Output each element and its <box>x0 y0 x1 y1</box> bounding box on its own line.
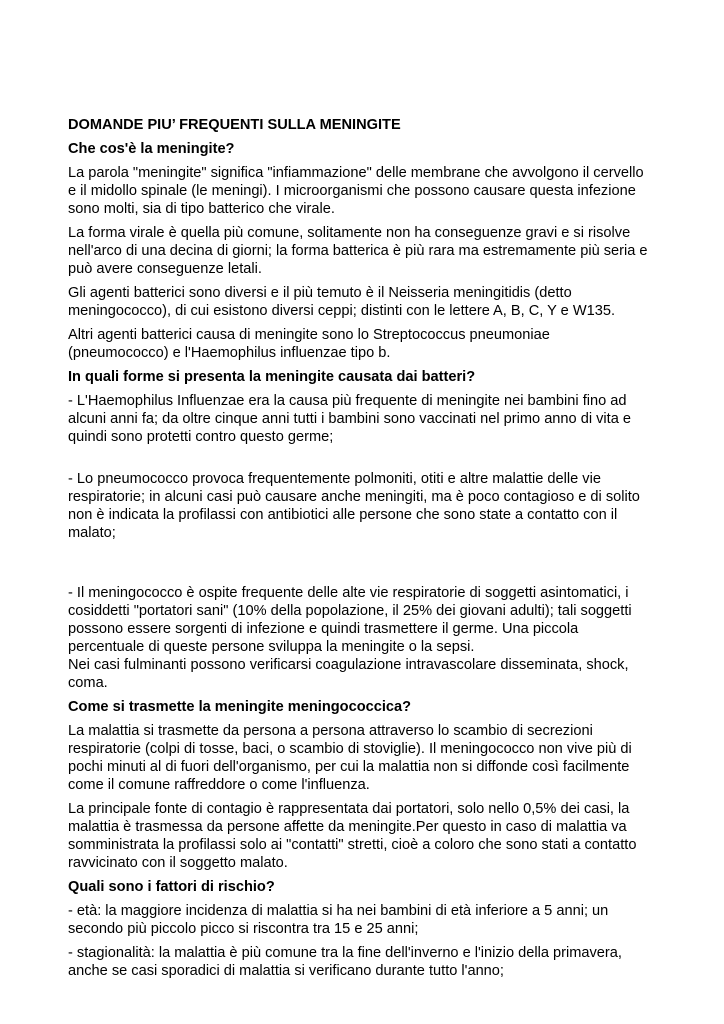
text-line: pochi minuti al di fuori dell'organismo, per cui la malattia non si diffonde così facilmente <box>68 759 630 775</box>
faq-answer-1-paragraph-2 <box>68 224 682 278</box>
faq-question-2: In quali forme si presenta la meningite causata dai batteri? <box>68 369 476 385</box>
faq-question-3: Come si trasmette la meningite meningococcica? <box>68 699 412 715</box>
faq-answer-1-paragraph-1 <box>68 164 682 218</box>
text-line: non è indicata la profilassi con antibiotici alle persone che sono state a contatto con il <box>68 507 618 523</box>
text-line: secondo più piccolo picco si riscontra tra 15 e 25 anni; <box>68 921 419 937</box>
text-line: respiratorie; in alcuni casi può causare anche meningiti, ma è poco contagioso e di solito <box>68 489 640 505</box>
text-line: come il comune raffreddore o come l'influenza. <box>68 777 370 793</box>
blank-line <box>68 446 682 464</box>
faq-answer-2-paragraph-2 <box>68 470 682 578</box>
text-line: Gli agenti batterici sono diversi e il più temuto è il Neisseria meningitidis (detto <box>68 285 572 301</box>
text-line: ravvicinato con il soggetto malato. <box>68 855 288 871</box>
document-page <box>68 116 682 986</box>
text-line: La forma virale è quella più comune, solitamente non ha conseguenze gravi e si risolve <box>68 225 631 241</box>
faq-answer-1-paragraph-3 <box>68 284 682 320</box>
text-line: sono molti, sia di tipo batterico che virale. <box>68 201 335 217</box>
text-line: La parola "meningite" significa "infiammazione" delle membrane che avvolgono il cervello <box>68 165 644 181</box>
text-line: e il midollo spinale (le meningi). I microorganismi che possono causare questa infezione <box>68 183 636 199</box>
text-line: La principale fonte di contagio è rappresentata dai portatori, solo nello 0,5% dei casi, la <box>68 801 630 817</box>
text-line: nell'arco di una decina di giorni; la forma batterica è più rara ma estremamente più seria e <box>68 243 648 259</box>
text-line: quindi sono protetti contro questo germe; <box>68 429 334 445</box>
faq-answer-4-paragraph-1 <box>68 902 682 938</box>
faq-answer-3-paragraph-1 <box>68 722 682 794</box>
text-line: coma. <box>68 675 108 691</box>
text-line: Nei casi fulminanti possono verificarsi coagulazione intravascolare disseminata, shock, <box>68 657 629 673</box>
text-line: anche se casi sporadici di malattia si verificano durante tutto l'anno; <box>68 963 504 979</box>
text-line: percentuale di queste persone sviluppa la meningite o la sepsi. <box>68 639 475 655</box>
faq-answer-1-paragraph-4 <box>68 326 682 362</box>
text-line: respiratorie (colpi di tosse, baci, o scambio di stoviglie). Il meningococco non vive più di <box>68 741 632 757</box>
text-line: somministrata la profilassi solo ai "contatti" stretti, cioè a coloro che sono stati a contatto <box>68 837 637 853</box>
text-line: - Lo pneumococco provoca frequentemente polmoniti, otiti e altre malattie delle vie <box>68 471 601 487</box>
faq-answer-2-paragraph-3 <box>68 584 682 692</box>
text-line: alcuni anni fa; da oltre cinque anni tutti i bambini sono vaccinati nel primo anno di vita e <box>68 411 632 427</box>
text-line: - Il meningococco è ospite frequente delle alte vie respiratorie di soggetti asintomatici, i <box>68 585 629 601</box>
blank-line <box>68 560 682 578</box>
faq-question-1: Che cos'è la meningite? <box>68 141 235 157</box>
document-title: DOMANDE PIU’ FREQUENTI SULLA MENINGITE <box>68 117 401 133</box>
faq-answer-2-paragraph-1 <box>68 392 682 464</box>
text-line: - età: la maggiore incidenza di malattia si ha nei bambini di età inferiore a 5 anni; un <box>68 903 609 919</box>
text-line: Altri agenti batterici causa di meningite sono lo Streptococcus pneumoniae <box>68 327 550 343</box>
text-line: malato; <box>68 525 116 541</box>
text-line: meningococco), di cui esistono diversi ceppi; distinti con le lettere A, B, C, Y e W135. <box>68 303 616 319</box>
text-line: - L'Haemophilus Influenzae era la causa più frequente di meningite nei bambini fino ad <box>68 393 627 409</box>
text-line: - stagionalità: la malattia è più comune tra la fine dell'inverno e l'inizio della primavera, <box>68 945 622 961</box>
text-line: malattia è trasmessa da persone affette da meningite.Per questo in caso di malattia va <box>68 819 627 835</box>
text-line: può avere conseguenze letali. <box>68 261 262 277</box>
text-line: La malattia si trasmette da persona a persona attraverso lo scambio di secrezioni <box>68 723 593 739</box>
blank-line <box>68 542 682 560</box>
text-line: cosiddetti "portatori sani" (10% della popolazione, il 25% dei giovani adulti); tali soggetti <box>68 603 632 619</box>
faq-question-4: Quali sono i fattori di rischio? <box>68 879 275 895</box>
faq-answer-3-paragraph-2 <box>68 800 682 872</box>
text-line: possono essere sorgenti di infezione e quindi trasmettere il germe. Una piccola <box>68 621 579 637</box>
faq-answer-4-paragraph-2 <box>68 944 682 980</box>
text-line: (pneumococco) e l'Haemophilus influenzae tipo b. <box>68 345 391 361</box>
